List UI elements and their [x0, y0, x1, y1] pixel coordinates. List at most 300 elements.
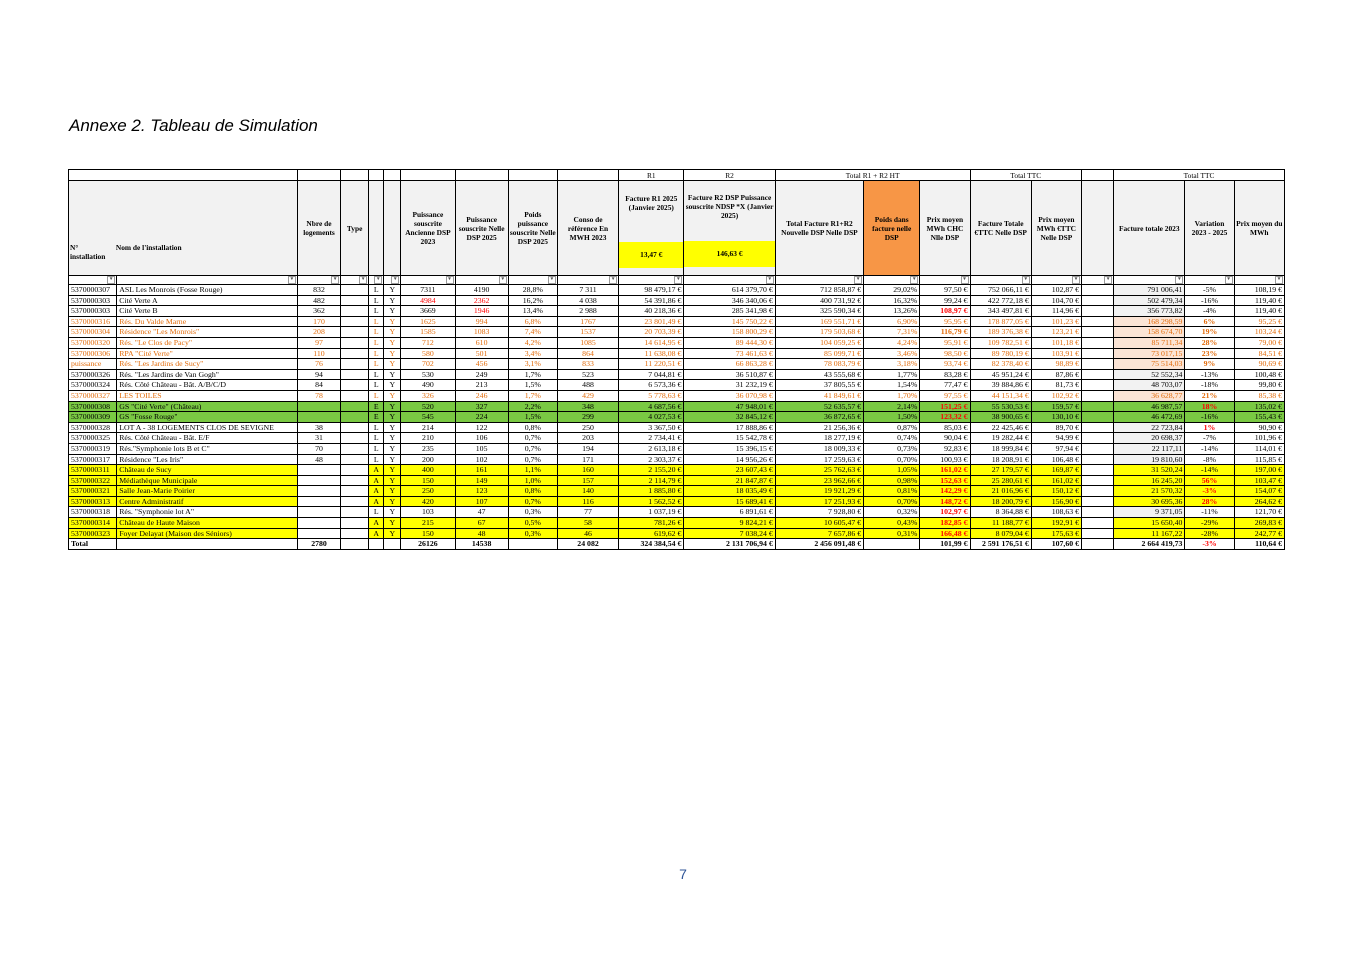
cell-poids-facture: 0,87% — [864, 422, 920, 433]
cell-prix-moyen-ht: 116,79 € — [920, 327, 970, 338]
cell-installation-name: Château de Haute Maison — [117, 518, 298, 529]
cell-logements — [297, 475, 340, 486]
cell-y: Y — [384, 316, 401, 327]
cell-y: Y — [384, 390, 401, 401]
cell-facture-r2: 7 038,24 € — [684, 528, 775, 539]
cell-poids-ps: 1,5% — [508, 412, 557, 423]
cell-spacer — [1082, 306, 1114, 317]
cell-prix-moyen-ht: 161,02 € — [920, 465, 970, 476]
cell-prix-moyen-ttc: 101,18 € — [1031, 337, 1081, 348]
cell-blank — [341, 380, 369, 391]
group-total-ttc: Total TTC — [970, 170, 1081, 181]
cell-poids-facture: 1,05% — [864, 465, 920, 476]
cell-installation-id: 5370000303 — [69, 306, 117, 317]
cell-prix-moyen-ht: 85,03 € — [920, 422, 970, 433]
cell-ps-ancienne: 250 — [401, 486, 455, 497]
header-ps-ancienne: Puissance souscrite Ancienne DSP 2023 — [401, 181, 455, 276]
cell-poids-facture: 16,32% — [864, 295, 920, 306]
cell-facture-2023: 21 570,32 — [1114, 486, 1185, 497]
cell-poids-facture: 3,46% — [864, 348, 920, 359]
cell-prix-moyen-ht: 90,04 € — [920, 433, 970, 444]
cell-ps-nelle: 456 — [455, 359, 508, 370]
filter-dropdown-ps-nelle[interactable]: ▾ — [499, 276, 507, 284]
cell-logements: 70 — [297, 443, 340, 454]
cell-facture-r1: 6 573,36 € — [619, 380, 684, 391]
cell-installation-name: RPA "Cité Verte" — [117, 348, 298, 359]
cell-facture-r2: 36 070,98 € — [684, 390, 775, 401]
cell-type: L — [369, 422, 384, 433]
cell-total-facture: 179 503,68 € — [775, 327, 863, 338]
cell-facture-2023: 356 773,82 — [1114, 306, 1185, 317]
table-row — [69, 518, 1285, 529]
cell-facture-r1: 20 703,39 € — [619, 327, 684, 338]
cell-installation-name: LOT A - 38 LOGEMENTS CLOS DE SEVIGNE — [117, 422, 298, 433]
cell-blank — [341, 316, 369, 327]
cell-installation-name: Cité Verte B — [117, 306, 298, 317]
total-facture-r2: 2 131 706,94 € — [684, 539, 775, 550]
cell-installation-id: 5370000326 — [69, 369, 117, 380]
cell-y: Y — [384, 465, 401, 476]
table-row — [69, 337, 1285, 348]
cell-facture-ttc: 89 780,19 € — [970, 348, 1031, 359]
cell-variation: 19% — [1185, 327, 1234, 338]
cell-conso: 7 311 — [557, 285, 618, 296]
cell-ps-nelle: 213 — [455, 380, 508, 391]
cell-prix-moyen-mwh: 84,51 € — [1234, 348, 1284, 359]
cell-conso: 77 — [557, 507, 618, 518]
cell-facture-2023: 20 698,37 — [1114, 433, 1185, 444]
cell-logements: 48 — [297, 454, 340, 465]
cell-installation-name: Foyer Delayat (Maison des Séniors) — [117, 528, 298, 539]
header-n-installation: N° installation — [70, 243, 106, 261]
cell-facture-r2: 21 847,87 € — [684, 475, 775, 486]
cell-type: L — [369, 348, 384, 359]
cell-type: A — [369, 465, 384, 476]
cell-total-facture: 325 590,34 € — [775, 306, 863, 317]
cell-conso: 171 — [557, 454, 618, 465]
cell-type: L — [369, 316, 384, 327]
cell-poids-ps: 1,0% — [508, 475, 557, 486]
cell-y: Y — [384, 528, 401, 539]
cell-ps-nelle: 4190 — [455, 285, 508, 296]
cell-total-facture: 7 657,86 € — [775, 528, 863, 539]
cell-prix-moyen-ttc: 123,21 € — [1031, 327, 1081, 338]
cell-poids-ps: 2,2% — [508, 401, 557, 412]
total-prix-moyen-mwh: 110,64 € — [1234, 539, 1284, 550]
table-row — [69, 475, 1285, 486]
cell-blank — [341, 507, 369, 518]
cell-conso: 140 — [557, 486, 618, 497]
cell-prix-moyen-ttc: 102,92 € — [1031, 390, 1081, 401]
cell-logements: 76 — [297, 359, 340, 370]
cell-facture-r1: 7 044,81 € — [619, 369, 684, 380]
cell-prix-moyen-mwh: 103,47 € — [1234, 475, 1284, 486]
filter-dropdown-facture-r2[interactable]: ▾ — [766, 276, 774, 284]
cell-conso: 157 — [557, 475, 618, 486]
cell-prix-moyen-ttc: 94,99 € — [1031, 433, 1081, 444]
simulation-table — [68, 169, 1285, 550]
cell-facture-ttc: 27 179,57 € — [970, 465, 1031, 476]
table-row — [69, 465, 1285, 476]
cell-total-facture: 43 555,68 € — [775, 369, 863, 380]
cell-prix-moyen-ht: 77,47 € — [920, 380, 970, 391]
cell-conso: 116 — [557, 496, 618, 507]
cell-prix-moyen-ht: 182,85 € — [920, 518, 970, 529]
cell-spacer — [1082, 316, 1114, 327]
cell-facture-ttc: 422 772,18 € — [970, 295, 1031, 306]
cell-variation: -5% — [1185, 285, 1234, 296]
header-poids-facture: Poids dans facture nelle DSP — [864, 181, 920, 276]
cell-y: Y — [384, 518, 401, 529]
cell-poids-ps: 0,5% — [508, 518, 557, 529]
header-total-facture: Total Facture R1+R2 Nouvelle DSP Nelle DSP — [775, 181, 863, 276]
cell-type: L — [369, 359, 384, 370]
cell-prix-moyen-ht: 97,55 € — [920, 390, 970, 401]
cell-poids-ps: 0,7% — [508, 443, 557, 454]
cell-prix-moyen-ttc: 130,10 € — [1031, 412, 1081, 423]
cell-poids-ps: 0,8% — [508, 486, 557, 497]
cell-installation-id: 5370000311 — [69, 465, 117, 476]
cell-prix-moyen-mwh: 79,00 € — [1234, 337, 1284, 348]
cell-conso: 58 — [557, 518, 618, 529]
filter-dropdown-variation[interactable]: ▾ — [1225, 276, 1233, 284]
cell-prix-moyen-ttc: 103,91 € — [1031, 348, 1081, 359]
header-nom: Nom de l'installation — [115, 243, 182, 252]
cell-poids-ps: 0,7% — [508, 433, 557, 444]
cell-facture-r1: 4 027,53 € — [619, 412, 684, 423]
cell-facture-2023: 85 711,34 — [1114, 337, 1185, 348]
table-row — [69, 422, 1285, 433]
cell-facture-r2: 158 800,29 € — [684, 327, 775, 338]
cell-facture-ttc: 44 151,34 € — [970, 390, 1031, 401]
cell-prix-moyen-ht: 97,50 € — [920, 285, 970, 296]
cell-ps-nelle: 610 — [455, 337, 508, 348]
page-title: Annexe 2. Tableau de Simulation — [69, 116, 318, 135]
cell-blank — [341, 443, 369, 454]
cell-ps-nelle: 1946 — [455, 306, 508, 317]
cell-variation: -18% — [1185, 380, 1234, 391]
cell-installation-id: puissance — [69, 359, 117, 370]
cell-ps-ancienne: 7311 — [401, 285, 455, 296]
cell-prix-moyen-mwh: 154,07 € — [1234, 486, 1284, 497]
cell-facture-2023: 73 017,15 — [1114, 348, 1185, 359]
filter-dropdown-nom[interactable]: ▾ — [288, 276, 296, 284]
cell-prix-moyen-mwh: 135,02 € — [1234, 401, 1284, 412]
cell-poids-facture: 6,90% — [864, 316, 920, 327]
cell-total-facture: 17 259,63 € — [775, 454, 863, 465]
cell-total-facture: 18 009,33 € — [775, 443, 863, 454]
table-row — [69, 316, 1285, 327]
cell-conso: 4 038 — [557, 295, 618, 306]
cell-facture-2023: 168 298,59 — [1114, 316, 1185, 327]
cell-poids-facture: 0,43% — [864, 518, 920, 529]
cell-conso: 2 988 — [557, 306, 618, 317]
cell-type: A — [369, 486, 384, 497]
cell-installation-name: GS "Cité Verte" (Château) — [117, 401, 298, 412]
cell-prix-moyen-ttc: 150,12 € — [1031, 486, 1081, 497]
cell-facture-2023: 75 514,03 — [1114, 359, 1185, 370]
cell-facture-r2: 73 461,63 € — [684, 348, 775, 359]
filter-dropdown-total-facture[interactable]: ▾ — [854, 276, 862, 284]
cell-spacer — [1082, 475, 1114, 486]
cell-facture-2023: 791 006,41 — [1114, 285, 1185, 296]
cell-facture-ttc: 8 364,88 € — [970, 507, 1031, 518]
cell-installation-id: 5370000319 — [69, 443, 117, 454]
cell-logements: 362 — [297, 306, 340, 317]
cell-spacer — [1082, 465, 1114, 476]
cell-facture-r1: 54 391,86 € — [619, 295, 684, 306]
cell-ps-ancienne: 214 — [401, 422, 455, 433]
total-variation: -3% — [1185, 539, 1234, 550]
cell-blank — [341, 454, 369, 465]
cell-spacer — [1082, 380, 1114, 391]
cell-variation: 6% — [1185, 316, 1234, 327]
cell-installation-id: 5370000322 — [69, 475, 117, 486]
cell-installation-id: 5370000306 — [69, 348, 117, 359]
cell-ps-ancienne: 3669 — [401, 306, 455, 317]
cell-ps-nelle: 246 — [455, 390, 508, 401]
cell-facture-r2: 145 750,22 € — [684, 316, 775, 327]
page-number: 7 — [679, 866, 687, 882]
cell-prix-moyen-ttc: 192,91 € — [1031, 518, 1081, 529]
cell-prix-moyen-mwh: 100,48 € — [1234, 369, 1284, 380]
cell-ps-ancienne: 4984 — [401, 295, 455, 306]
cell-poids-ps: 3,4% — [508, 348, 557, 359]
cell-facture-ttc: 45 951,24 € — [970, 369, 1031, 380]
cell-poids-facture: 0,81% — [864, 486, 920, 497]
filter-dropdown-poids-ps[interactable]: ▾ — [548, 276, 556, 284]
cell-prix-moyen-ht: 99,24 € — [920, 295, 970, 306]
cell-facture-r1: 98 479,17 € — [619, 285, 684, 296]
cell-blank — [341, 327, 369, 338]
filter-dropdown-ps-ancienne[interactable]: ▾ — [446, 276, 454, 284]
filter-dropdown-n-installation[interactable]: ▾ — [107, 276, 115, 284]
cell-prix-moyen-ttc: 108,63 € — [1031, 507, 1081, 518]
cell-ps-nelle: 501 — [455, 348, 508, 359]
cell-facture-2023: 31 520,24 — [1114, 465, 1185, 476]
cell-prix-moyen-ht: 166,48 € — [920, 528, 970, 539]
cell-variation: -8% — [1185, 454, 1234, 465]
cell-poids-ps: 7,4% — [508, 327, 557, 338]
cell-ps-ancienne: 326 — [401, 390, 455, 401]
cell-poids-ps: 6,8% — [508, 316, 557, 327]
cell-blank — [341, 475, 369, 486]
cell-logements: 208 — [297, 327, 340, 338]
cell-facture-ttc: 343 497,81 € — [970, 306, 1031, 317]
cell-variation: -13% — [1185, 369, 1234, 380]
cell-prix-moyen-ht: 142,29 € — [920, 486, 970, 497]
cell-conso: 1085 — [557, 337, 618, 348]
cell-prix-moyen-mwh: 119,40 € — [1234, 306, 1284, 317]
cell-facture-2023: 158 674,70 — [1114, 327, 1185, 338]
cell-spacer — [1082, 348, 1114, 359]
filter-dropdown-y[interactable]: ▾ — [391, 276, 399, 284]
cell-logements: 78 — [297, 390, 340, 401]
cell-facture-r1: 4 687,56 € — [619, 401, 684, 412]
filter-dropdown-spacer[interactable]: ▾ — [1104, 276, 1112, 284]
cell-facture-r1: 2 303,37 € — [619, 454, 684, 465]
cell-poids-facture: 0,70% — [864, 454, 920, 465]
cell-ps-ancienne: 200 — [401, 454, 455, 465]
table-row — [69, 359, 1285, 370]
cell-ps-nelle: 105 — [455, 443, 508, 454]
cell-prix-moyen-ttc: 102,87 € — [1031, 285, 1081, 296]
group-total-ttc-2: Total TTC — [1114, 170, 1285, 181]
cell-y: Y — [384, 380, 401, 391]
cell-installation-name: Salle Jean-Marie Poirier — [117, 486, 298, 497]
cell-facture-r2: 346 340,06 € — [684, 295, 775, 306]
cell-ps-ancienne: 103 — [401, 507, 455, 518]
filter-dropdown-prix-moyen-ht[interactable]: ▾ — [961, 276, 969, 284]
cell-installation-name: Rés. "Symphonie lot A" — [117, 507, 298, 518]
cell-facture-r1: 11 220,51 € — [619, 359, 684, 370]
cell-prix-moyen-mwh: 114,01 € — [1234, 443, 1284, 454]
group-r2: R2 — [684, 170, 775, 181]
cell-y: Y — [384, 454, 401, 465]
cell-spacer — [1082, 359, 1114, 370]
cell-ps-ancienne: 490 — [401, 380, 455, 391]
cell-installation-id: 5370000303 — [69, 295, 117, 306]
cell-blank — [341, 285, 369, 296]
cell-total-facture: 41 849,61 € — [775, 390, 863, 401]
cell-prix-moyen-ttc: 87,86 € — [1031, 369, 1081, 380]
cell-facture-r1: 619,62 € — [619, 528, 684, 539]
cell-variation: -14% — [1185, 465, 1234, 476]
cell-installation-id: 5370000325 — [69, 433, 117, 444]
cell-facture-ttc: 178 877,05 € — [970, 316, 1031, 327]
cell-spacer — [1082, 443, 1114, 454]
cell-blank — [341, 412, 369, 423]
cell-prix-moyen-ht: 95,91 € — [920, 337, 970, 348]
cell-variation: 28% — [1185, 337, 1234, 348]
cell-facture-r2: 32 845,12 € — [684, 412, 775, 423]
filter-dropdown-l[interactable]: ▾ — [374, 276, 382, 284]
cell-prix-moyen-mwh: 90,69 € — [1234, 359, 1284, 370]
cell-prix-moyen-mwh: 95,25 € — [1234, 316, 1284, 327]
cell-facture-r2: 285 341,98 € — [684, 306, 775, 317]
cell-poids-ps: 16,2% — [508, 295, 557, 306]
filter-dropdown-conso[interactable]: ▾ — [609, 276, 617, 284]
cell-variation: 23% — [1185, 348, 1234, 359]
cell-total-facture: 21 256,36 € — [775, 422, 863, 433]
cell-type: L — [369, 369, 384, 380]
cell-poids-facture: 4,24% — [864, 337, 920, 348]
cell-spacer — [1082, 337, 1114, 348]
cell-total-facture: 712 858,87 € — [775, 285, 863, 296]
cell-total-facture: 52 635,57 € — [775, 401, 863, 412]
cell-logements — [297, 518, 340, 529]
cell-spacer — [1082, 390, 1114, 401]
filter-dropdown-type[interactable]: ▾ — [359, 276, 367, 284]
filter-dropdown-poids-facture[interactable]: ▾ — [910, 276, 918, 284]
cell-facture-ttc: 11 188,77 € — [970, 518, 1031, 529]
cell-facture-2023: 36 628,77 — [1114, 390, 1185, 401]
cell-blank — [341, 486, 369, 497]
header-installation — [69, 181, 298, 276]
cell-type: E — [369, 401, 384, 412]
filter-dropdown-facture-r1[interactable]: ▾ — [674, 276, 682, 284]
cell-facture-r2: 31 232,19 € — [684, 380, 775, 391]
total-blank — [1082, 539, 1114, 550]
header-ps-nelle: Puissance souscrite Nelle DSP 2025 — [455, 181, 508, 276]
cell-conso: 299 — [557, 412, 618, 423]
cell-facture-r1: 2 114,79 € — [619, 475, 684, 486]
cell-facture-2023: 9 371,05 — [1114, 507, 1185, 518]
cell-spacer — [1082, 412, 1114, 423]
cell-spacer — [1082, 518, 1114, 529]
cell-installation-name: Rés. Côté Château - Bât. E/F — [117, 433, 298, 444]
cell-total-facture: 36 872,65 € — [775, 412, 863, 423]
cell-facture-r1: 2 734,41 € — [619, 433, 684, 444]
cell-poids-facture: 0,98% — [864, 475, 920, 486]
header-facture-ttc: Facture Totale €TTC Nelle DSP — [970, 181, 1031, 276]
cell-spacer — [1082, 401, 1114, 412]
cell-spacer — [1082, 369, 1114, 380]
cell-facture-2023: 11 167,22 — [1114, 528, 1185, 539]
cell-prix-moyen-mwh: 85,38 € — [1234, 390, 1284, 401]
cell-prix-moyen-ht: 123,32 € — [920, 412, 970, 423]
filter-dropdown-prix-moyen-ttc[interactable]: ▾ — [1072, 276, 1080, 284]
cell-ps-nelle: 224 — [455, 412, 508, 423]
cell-logements — [297, 465, 340, 476]
total-facture-ttc: 2 591 176,51 € — [970, 539, 1031, 550]
cell-prix-moyen-mwh: 101,96 € — [1234, 433, 1284, 444]
total-ps-ancienne: 26126 — [401, 539, 455, 550]
cell-spacer — [1082, 433, 1114, 444]
cell-poids-facture: 0,31% — [864, 528, 920, 539]
cell-ps-ancienne: 215 — [401, 518, 455, 529]
filter-dropdown-prix-moyen-mwh[interactable]: ▾ — [1275, 276, 1283, 284]
cell-ps-nelle: 106 — [455, 433, 508, 444]
cell-prix-moyen-ht: 108,97 € — [920, 306, 970, 317]
filter-dropdown-nbre-logements[interactable]: ▾ — [331, 276, 339, 284]
cell-poids-ps: 4,2% — [508, 337, 557, 348]
cell-spacer — [1082, 507, 1114, 518]
cell-facture-r1: 781,26 € — [619, 518, 684, 529]
cell-facture-r1: 1 562,52 € — [619, 496, 684, 507]
cell-spacer — [1082, 295, 1114, 306]
cell-poids-ps: 13,4% — [508, 306, 557, 317]
cell-type: L — [369, 337, 384, 348]
total-row — [69, 539, 1285, 550]
header-nbre-logements: Nbre de logements — [297, 181, 340, 276]
filter-dropdown-facture-2023[interactable]: ▾ — [1175, 276, 1183, 284]
cell-facture-ttc: 55 530,53 € — [970, 401, 1031, 412]
cell-type: L — [369, 390, 384, 401]
table-row — [69, 412, 1285, 423]
table-row — [69, 327, 1285, 338]
cell-prix-moyen-ht: 98,50 € — [920, 348, 970, 359]
cell-logements — [297, 528, 340, 539]
cell-y: Y — [384, 285, 401, 296]
cell-facture-ttc: 38 900,65 € — [970, 412, 1031, 423]
cell-facture-r2: 9 824,21 € — [684, 518, 775, 529]
cell-installation-name: Château de Sucy — [117, 465, 298, 476]
cell-y: Y — [384, 486, 401, 497]
cell-facture-ttc: 22 425,46 € — [970, 422, 1031, 433]
cell-ps-nelle: 123 — [455, 486, 508, 497]
cell-conso: 1767 — [557, 316, 618, 327]
cell-logements: 38 — [297, 422, 340, 433]
cell-facture-r2: 6 891,61 € — [684, 507, 775, 518]
filter-dropdown-facture-ttc[interactable]: ▾ — [1022, 276, 1030, 284]
cell-y: Y — [384, 337, 401, 348]
cell-variation: -28% — [1185, 528, 1234, 539]
header-facture-r1-label: Facture R1 2025 (Janvier 2025) — [625, 194, 678, 212]
total-blank — [117, 539, 298, 550]
cell-conso: 523 — [557, 369, 618, 380]
total-blank — [341, 539, 369, 550]
